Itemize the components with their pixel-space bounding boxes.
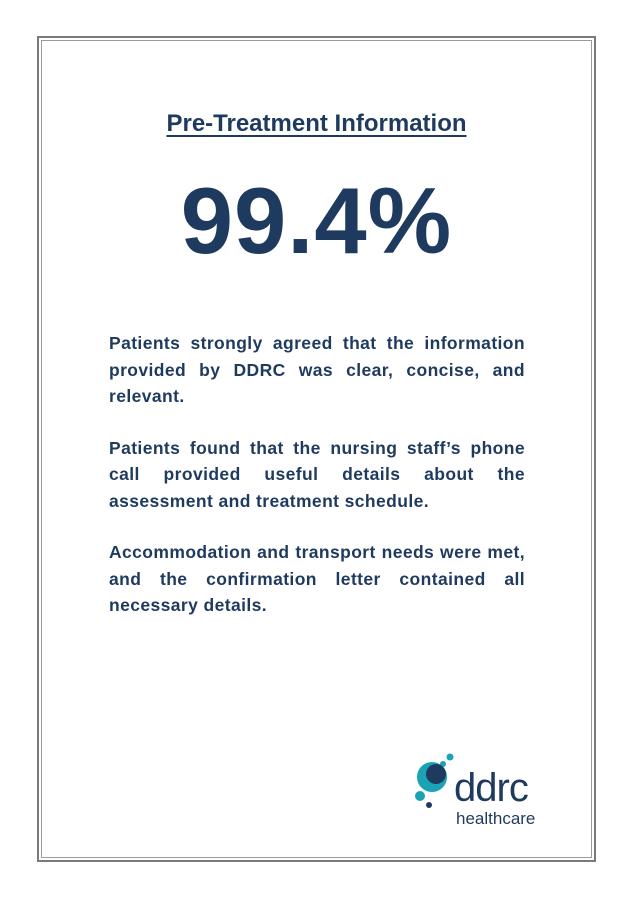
headline-statistic: 99.4%: [180, 168, 453, 273]
body-text: [109, 330, 525, 644]
ddrc-logo: [410, 750, 560, 838]
paragraph-1: Patients strongly agreed that the information provided by DDRC was clear, concise, and relevant.: [109, 333, 525, 406]
page-title: [37, 110, 596, 138]
paragraph-3: Accommodation and transport needs were met, and the confirmation letter contained all necessary details.: [109, 542, 525, 615]
logo-tagline: healthcare: [456, 809, 536, 828]
paragraph-2: Patients found that the nursing staff’s phone call provided useful details about the assessment and treatment schedule.: [109, 437, 525, 511]
logo-wordmark: ddrc: [454, 766, 528, 810]
page-title-text: Pre-Treatment Information: [166, 110, 467, 137]
